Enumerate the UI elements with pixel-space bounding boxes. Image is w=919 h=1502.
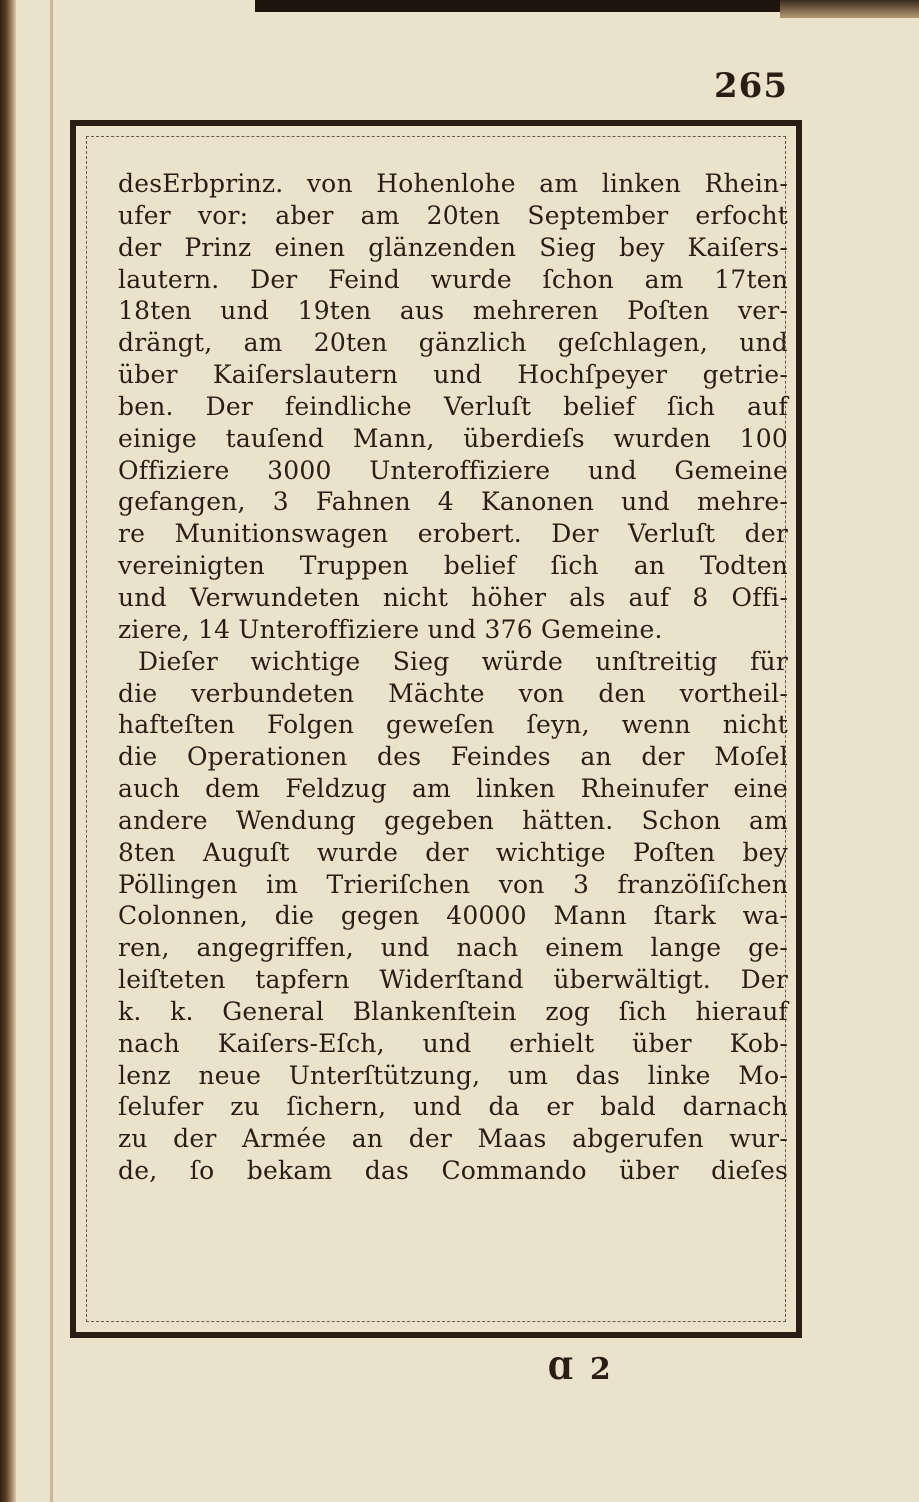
signature-mark: Ɑ 2 xyxy=(548,1352,614,1387)
text-line: auch dem Feldzug am linken Rheinufer eine xyxy=(118,774,788,804)
text-line: über Kaiſerslautern und Hochſpeyer getrie- xyxy=(118,360,788,390)
text-line: gefangen, 3 Fahnen 4 Kanonen und mehre- xyxy=(118,487,788,517)
page-edge-line xyxy=(50,0,53,1502)
text-line: k. k. General Blankenſtein zog ſich hierauf xyxy=(118,996,788,1026)
body-text xyxy=(118,168,788,1187)
text-line: 18ten und 19ten aus mehreren Poſten ver- xyxy=(118,296,788,326)
book-gutter xyxy=(0,0,16,1502)
text-line: drängt, am 20ten gänzlich geſchlagen, und xyxy=(118,328,788,358)
text-line: ren, angegriffen, und nach einem lange ge- xyxy=(118,933,788,963)
top-shadow-right xyxy=(780,0,919,18)
text-line: Pöllingen im Trieriſchen von 3 franzöſiſchen xyxy=(118,869,788,899)
text-line: die Operationen des Feindes an der Moſel xyxy=(118,742,788,772)
text-line: Offiziere 3000 Unteroffiziere und Gemeine xyxy=(118,455,788,485)
text-line: einige tauſend Mann, überdieſs wurden 100 xyxy=(118,423,788,453)
text-line: die verbundeten Mächte von den vortheil- xyxy=(118,678,788,708)
text-line: der Prinz einen glänzenden Sieg bey Kaiſers- xyxy=(118,232,788,262)
text-line: hafteſten Folgen geweſen ſeyn, wenn nicht xyxy=(118,710,788,740)
text-line: ziere, 14 Unteroffiziere und 376 Gemeine. xyxy=(118,614,663,644)
text-line: nach Kaiſers-Eſch, und erhielt über Kob- xyxy=(118,1028,788,1058)
page-number: 265 xyxy=(714,66,788,106)
text-line: zu der Armée an der Maas abgerufen wur- xyxy=(118,1124,788,1154)
text-line: andere Wendung gegeben hätten. Schon am xyxy=(118,805,788,835)
text-line: vereinigten Truppen belief ſich an Todten xyxy=(118,551,788,581)
text-line: leiſteten tapfern Widerſtand überwältigt. Der xyxy=(118,965,788,995)
text-line: ufer vor: aber am 20ten September erfocht xyxy=(118,200,788,230)
text-line: ſelufer zu ſichern, und da er bald darnach xyxy=(118,1092,788,1122)
text-line: re Munitionswagen erobert. Der Verluſt der xyxy=(118,519,788,549)
top-shadow xyxy=(255,0,780,12)
text-line: Dieſer wichtige Sieg würde unſtreitig für xyxy=(138,646,788,676)
text-line: de, ſo bekam das Commando über dieſes xyxy=(118,1156,788,1186)
text-line: lenz neue Unterſtützung, um das linke Mo- xyxy=(118,1060,788,1090)
text-line: lautern. Der Feind wurde ſchon am 17ten xyxy=(118,264,788,294)
text-line: und Verwundeten nicht höher als auf 8 Offi- xyxy=(118,582,788,612)
text-line: Colonnen, die gegen 40000 Mann ſtark wa- xyxy=(118,901,788,931)
text-line: 8ten Auguſt wurde der wichtige Poſten bey xyxy=(118,837,788,867)
text-line: ben. Der feindliche Verluſt belief ſich auf xyxy=(118,391,788,421)
text-line: desErbprinz. von Hohenlohe am linken Rhein- xyxy=(118,169,788,198)
